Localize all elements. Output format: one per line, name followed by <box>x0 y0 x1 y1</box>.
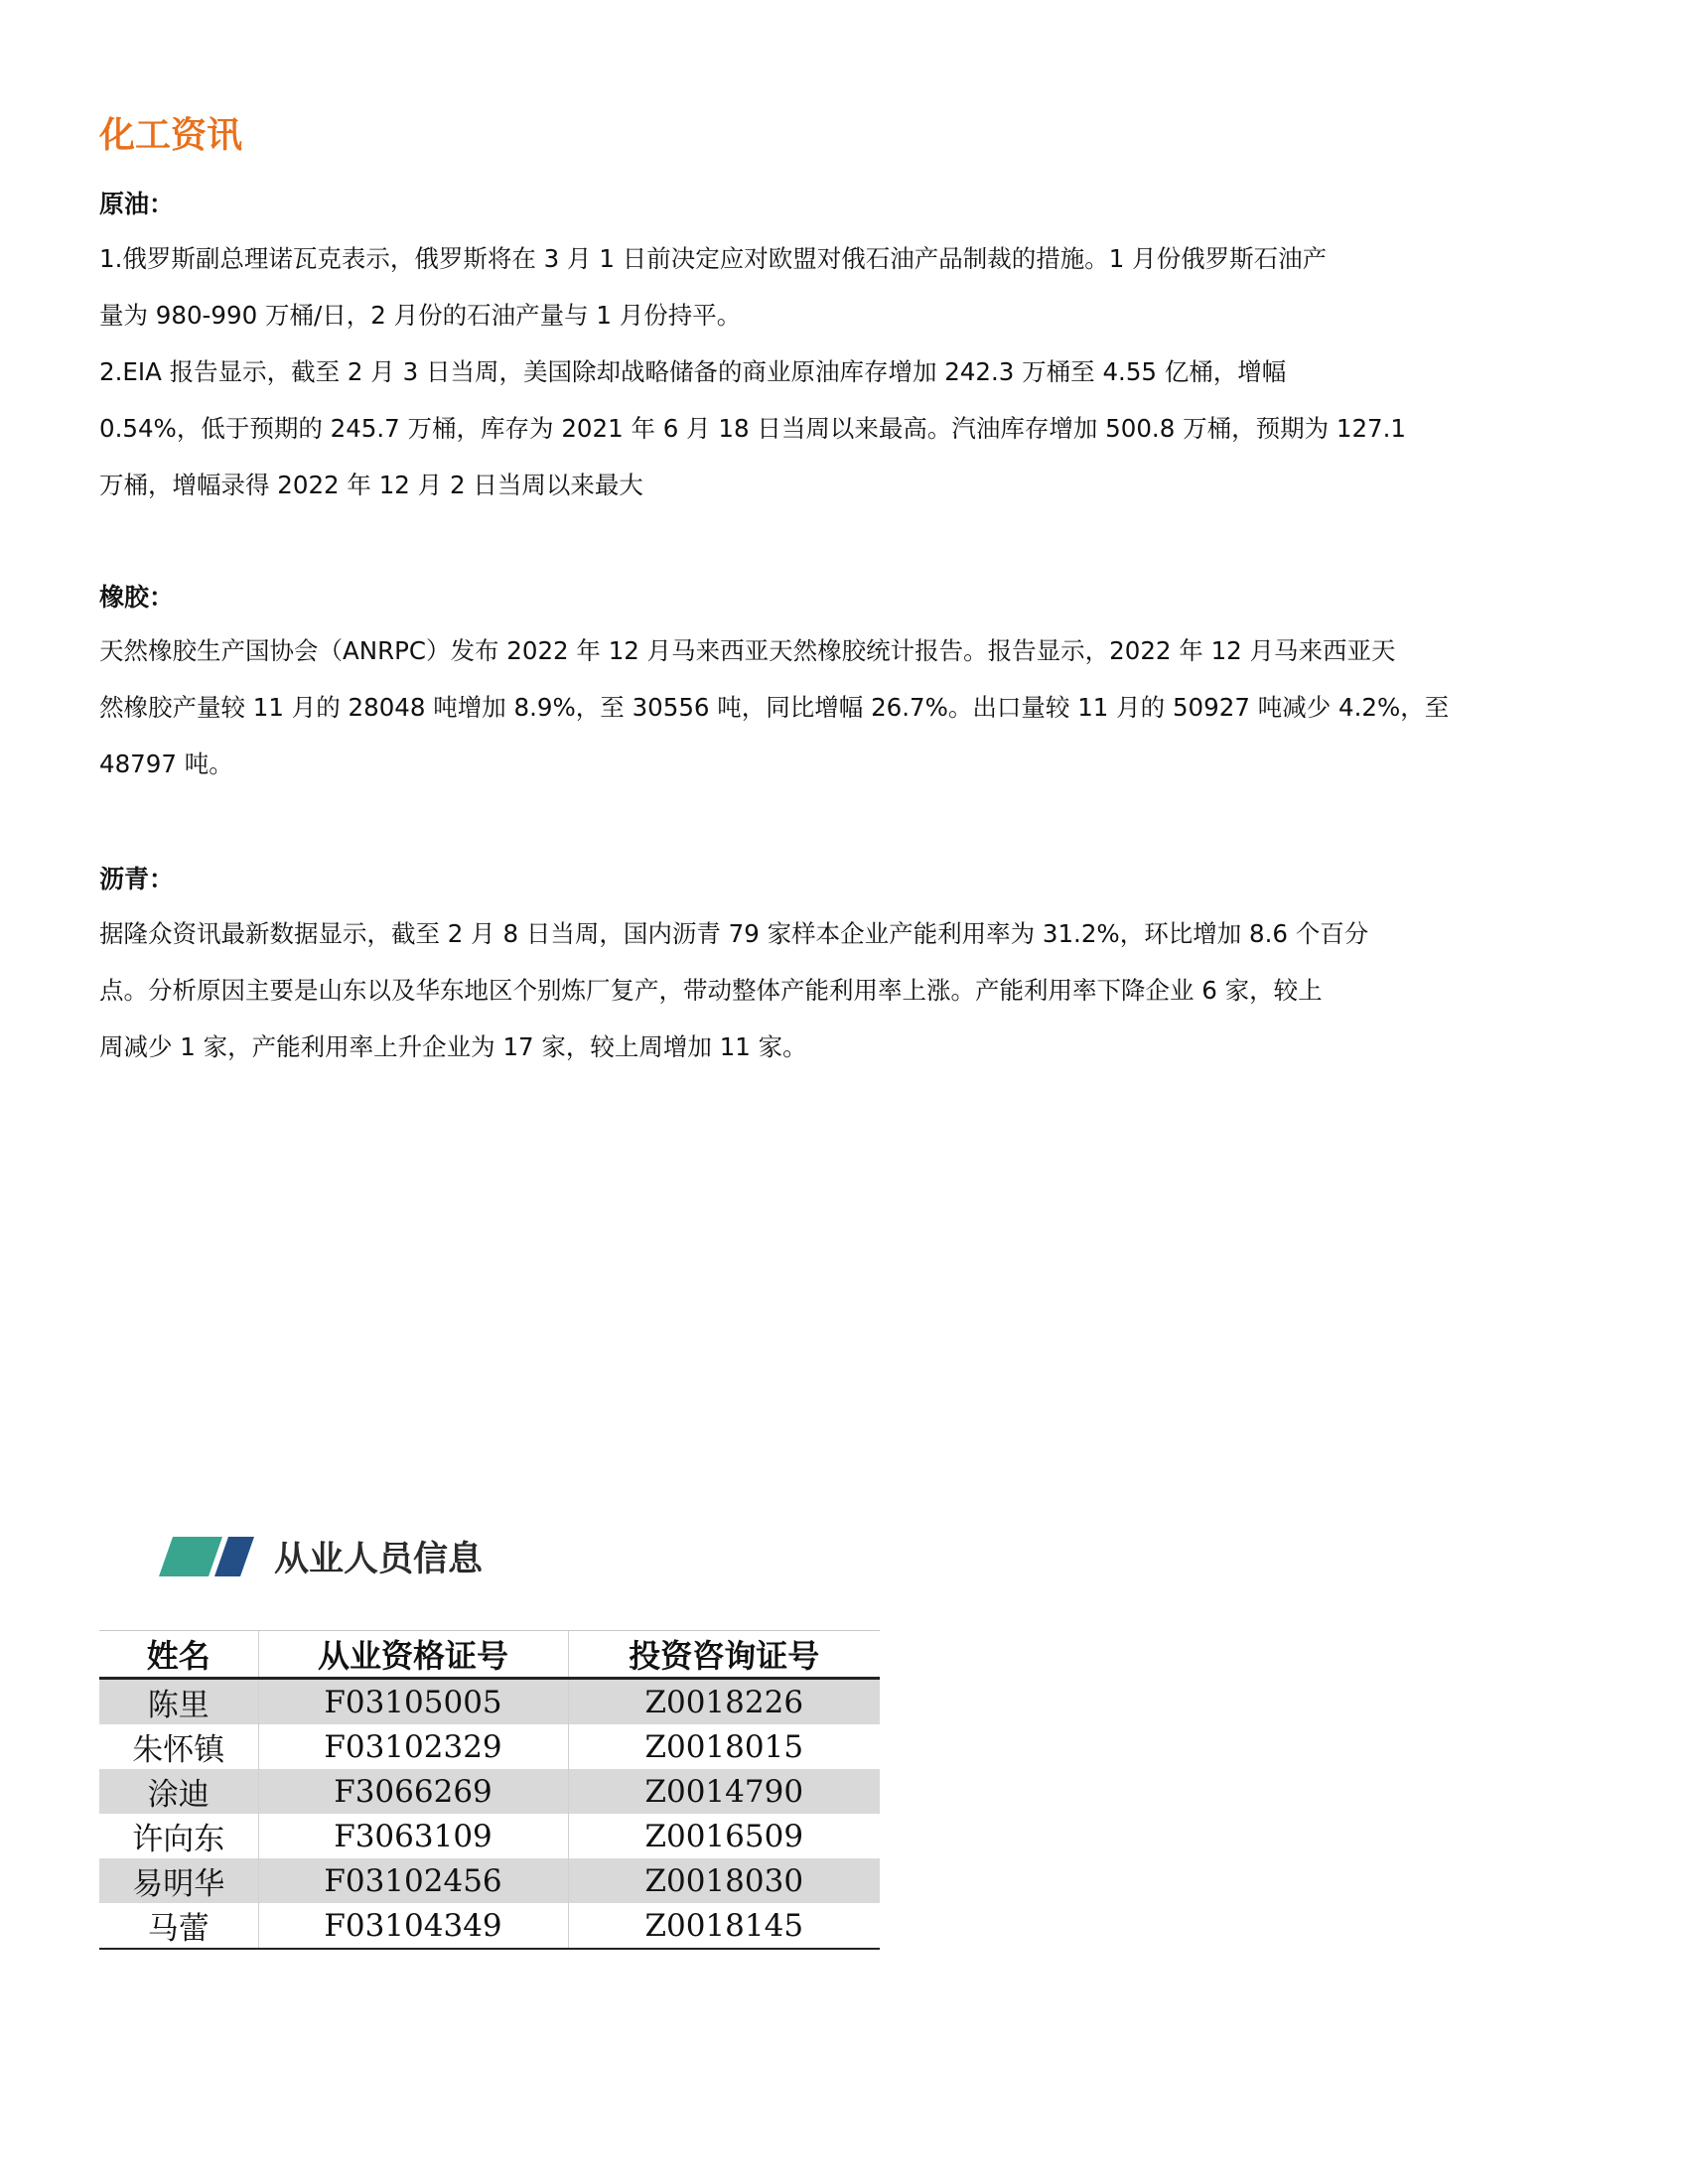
consulting-no: Z0014790 <box>568 1769 880 1814</box>
crude-oil-paragraph-2: 2.EIA 报告显示，截至 2 月 3 日当周，美国除却战略储备的商业原油库存增加 242.3 万桶至 4.55 亿桶，增幅 0.54%，低于预期的 245.7 万桶，库存为 2021 年 6 月 18 日当周以来最高。汽油库存增加 500.8 万桶，预期为 127.1 万桶，增幅录得 2022 年 12 月 2 日当周以来最大 <box>99 357 1407 499</box>
crude-oil-paragraph-1: 1.俄罗斯副总理诺瓦克表示，俄罗斯将在 3 月 1 日前决定应对欧盟对俄石油产品制裁的措施。1 月份俄罗斯石油产 量为 980-990 万桶/日，2 月份的石油产量与 1 月份持平。 <box>99 244 1328 330</box>
parallelogram-banner-icon <box>159 1537 254 1576</box>
staff-name: 陈里 <box>99 1679 258 1725</box>
qualification-no: F3066269 <box>258 1769 568 1814</box>
staff-table <box>99 1630 880 1950</box>
staff-name: 朱怀镇 <box>132 1732 225 1768</box>
column-header-qualification-no: 从业资格证号 <box>258 1631 568 1679</box>
qualification-no: F03102329 <box>258 1724 568 1769</box>
table-row <box>99 1724 880 1769</box>
column-header-consulting-no: 投资咨询证号 <box>568 1631 880 1679</box>
section-heading-crude-oil: 原油： <box>99 190 175 218</box>
staff-name: 涂迪 <box>99 1769 258 1814</box>
section-heading-asphalt: 沥青： <box>99 865 175 893</box>
staff-name: 许向东 <box>132 1822 225 1857</box>
table-row <box>99 1679 880 1725</box>
qualification-no: F03102456 <box>258 1858 568 1903</box>
consulting-no: Z0016509 <box>568 1814 880 1858</box>
staff-info-header <box>159 1527 483 1586</box>
section-heading-rubber: 橡胶： <box>99 583 175 612</box>
consulting-no: Z0018145 <box>568 1903 880 1949</box>
consulting-no: Z0018015 <box>568 1724 880 1769</box>
table-row <box>99 1814 880 1858</box>
staff-info-title: 从业人员信息 <box>274 1540 484 1579</box>
consulting-no: Z0018030 <box>568 1858 880 1903</box>
table-row <box>99 1858 880 1903</box>
table-row <box>99 1769 880 1814</box>
qualification-no: F03104349 <box>258 1903 568 1949</box>
staff-name: 马蕾 <box>99 1903 258 1949</box>
page-title: 化工资讯 <box>99 115 243 156</box>
staff-name: 易明华 <box>99 1858 258 1903</box>
qualification-no: F3063109 <box>258 1814 568 1858</box>
rubber-paragraph: 天然橡胶生产国协会（ANRPC）发布 2022 年 12 月马来西亚天然橡胶统计报告。报告显示，2022 年 12 月马来西亚天 然橡胶产量较 11 月的 28048 吨增加 8.9%，至 30556 吨，同比增幅 26.7%。出口量较 11 月的 50927 吨减少 4.2%，至 48797 吨。 <box>99 636 1450 778</box>
column-header-name: 姓名 <box>99 1631 258 1679</box>
table-row <box>99 1903 880 1949</box>
qualification-no: F03105005 <box>258 1679 568 1725</box>
table-header-row <box>99 1631 880 1679</box>
consulting-no: Z0018226 <box>568 1679 880 1725</box>
asphalt-paragraph: 据隆众资讯最新数据显示，截至 2 月 8 日当周，国内沥青 79 家样本企业产能利用率为 31.2%，环比增加 8.6 个百分 点。分析原因主要是山东以及华东地区个别炼厂复产，带动整体产能利用率上涨。产能利用率下降企业 6 家，较上 周减少 1 家，产能利用率上升企业为 17 家，较上周增加 11 家。 <box>99 919 1369 1061</box>
